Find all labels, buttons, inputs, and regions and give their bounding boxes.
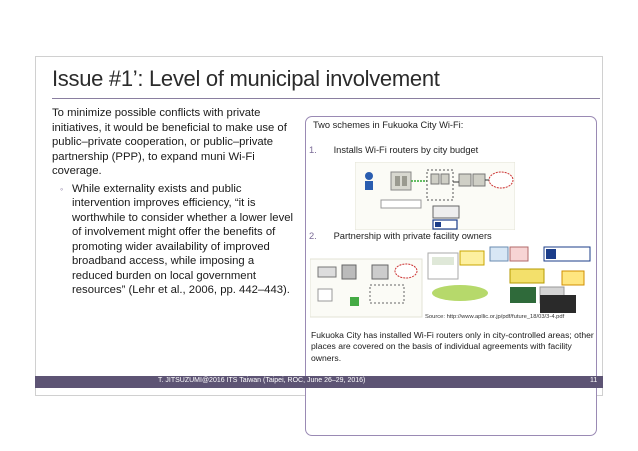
page-number: 11 xyxy=(590,377,598,384)
sub-bullet-text: While externality exists and public intervention improves efficiency, “it is worthwhile to consider whether a lower level of involvement might offer the benefits of promoting wider availability of improved broadband access, while imposing a reduced burden on local government resources” (Lehr et al., 2006, pp. 442–443). xyxy=(72,182,294,296)
scheme-number: 1. xyxy=(309,145,317,155)
green-badge xyxy=(350,297,359,306)
scheme-number: 2. xyxy=(309,231,317,241)
scheme-label: Installs Wi-Fi routers by city budget xyxy=(333,145,479,155)
scheme-label: Partnership with private facility owners xyxy=(333,231,492,241)
slide-title: Issue #1’: Level of municipal involvement xyxy=(52,66,440,91)
partnership-diagram xyxy=(310,243,596,321)
scheme-item-1 xyxy=(309,145,478,155)
left-column xyxy=(52,106,294,298)
sub-bullet xyxy=(52,182,294,298)
bullet-marker: ◦ xyxy=(60,183,64,194)
footer-text: T. JITSUZUMI@2016 ITS Taiwan (Taipei, ROC, June 26–29, 2016) xyxy=(158,377,366,384)
person-icon xyxy=(365,172,373,180)
scheme-item-2 xyxy=(309,231,492,241)
fukuoka-note: Fukuoka City has installed Wi-Fi routers only in city-controlled areas; other places are covered on the basis of individual agreements with facility owners. xyxy=(311,330,594,363)
intro-paragraph: To minimize possible conflicts with private initiatives, it would be beneficial to make use of public–private cooperation, or public–private partnership (PPP), to expand muni Wi-Fi coverage. xyxy=(52,107,287,177)
schemes-heading: Two schemes in Fukuoka City Wi-Fi: xyxy=(313,120,464,130)
source-citation: Source: http://www.apllic.or.jp/pdf/future_18/03/3-4.pdf xyxy=(425,314,565,320)
title-divider xyxy=(52,98,600,99)
city-budget-diagram xyxy=(355,162,515,230)
